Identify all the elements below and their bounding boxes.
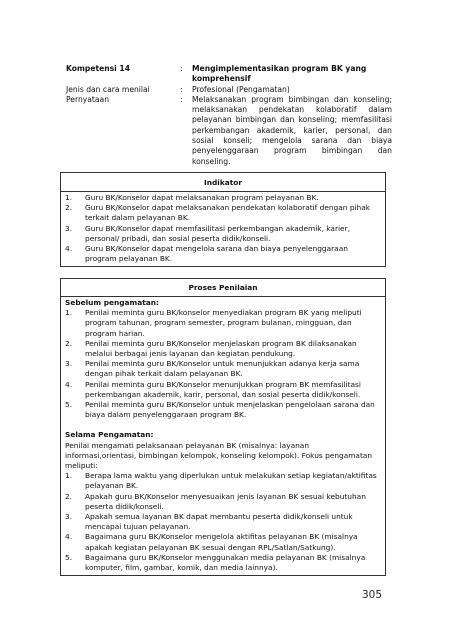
- item-number: 4.: [65, 532, 73, 542]
- item-text: Guru BK/Konselor dapat melaksanakan pendekatan kolaboratif dengan pihak terkait dalam pelayanan BK.: [85, 203, 371, 223]
- list-item: [65, 553, 381, 573]
- meta-label: Pernyataan: [66, 94, 110, 104]
- meta-row-kompetensi: [66, 64, 392, 85]
- list-item: [65, 400, 381, 420]
- item-number: 5.: [65, 400, 73, 410]
- list-item: [65, 471, 381, 491]
- meta-value: Mengimplementasikan program BK yang komprehensif: [192, 64, 367, 84]
- list-item: [65, 339, 381, 359]
- list-item: [65, 244, 381, 264]
- page-number: 305: [362, 589, 383, 601]
- meta-label: Kompetensi 14: [66, 64, 130, 73]
- list-item: [65, 224, 381, 244]
- item-text: Penilai meminta guru BK/Konselor untuk menjelaskan pengelolaan sarana dan biaya dalam penyelenggaraan program BK.: [85, 400, 375, 420]
- indikator-list: [65, 193, 381, 264]
- item-text: Guru BK/Konselor dapat mengelola sarana dan biaya penyelenggaraan program pelayanan BK.: [85, 244, 348, 264]
- list-item: [65, 532, 381, 552]
- item-number: 4.: [65, 244, 73, 254]
- list-item: [65, 359, 381, 379]
- sebelum-title: Sebelum pengamatan:: [65, 298, 159, 307]
- competency-meta: [66, 64, 392, 167]
- selama-title: Selama Pengamatan:: [65, 430, 154, 440]
- item-text: Berapa lama waktu yang diperlukan untuk melakukan setiap kegiatan/aktifitas pelayanan BK.: [85, 471, 377, 491]
- list-item: [65, 308, 381, 339]
- sebelum-list: [65, 308, 381, 420]
- item-text: Bagaimana guru BK/Konselor menggunakan media pelayanan BK (misalnya komputer, film, gambar, komik, dan media lainnya).: [85, 552, 366, 573]
- meta-label: Jenis dan cara menilai: [66, 84, 150, 94]
- item-text: Guru BK/Konselor dapat melaksanakan program pelayanan BK.: [85, 193, 319, 202]
- list-item: [65, 203, 381, 223]
- selama-list: [65, 471, 381, 573]
- list-item: [65, 193, 381, 203]
- meta-colon: :: [180, 94, 183, 104]
- meta-value: Melaksanakan program bimbingan dan konseling; melaksanakan pendekatan kolaboratif dalam pelayanan bimbingan dan konseling; memfasilitasi perkembangan akademik, karier, personal, dan sosial konseli; mengelola sarana dan biaya penyelenggaraan program bimbingan dan konseling.: [192, 94, 392, 166]
- list-item: [65, 492, 381, 512]
- selama-intro: Penilai mengamati pelaksanaan pelayanan BK (misalnya: layanan informasi,orientasi, bimbingan kelompok, konseling kelompok). Fokus pengamatan meliputi:: [65, 440, 373, 471]
- meta-row-jenis: [66, 85, 392, 95]
- meta-colon: :: [180, 64, 183, 73]
- item-number: 1.: [65, 471, 73, 481]
- item-number: 5.: [65, 552, 73, 562]
- item-number: 1.: [65, 308, 73, 318]
- item-text: Penilai meminta guru BK/Konselor untuk menunjukkan adanya kerja sama dengan pihak terkait dalam pelayanan BK.: [85, 359, 360, 379]
- item-text: Penilai meminta guru BK/konselor menyediakan program BK yang meliputi program tahunan, program semester, program bulanan, mingguan, dan program harian.: [85, 308, 362, 338]
- meta-colon: :: [180, 84, 183, 94]
- item-number: 2.: [65, 203, 73, 213]
- proses-title: Proses Penilaian: [61, 279, 385, 297]
- list-item: [65, 380, 381, 400]
- meta-value: Profesional (Pengamatan): [192, 84, 290, 94]
- item-number: 1.: [65, 193, 73, 202]
- item-number: 2.: [65, 338, 73, 348]
- item-text: Penilai meminta guru BK/Konselor menunjukkan program BK memfasilitasi perkembangan akademik, karir, personal, dan sosial peserta didik/konseli.: [85, 379, 361, 399]
- item-number: 2.: [65, 491, 73, 501]
- indikator-title: Indikator: [61, 173, 385, 192]
- item-number: 3.: [65, 223, 73, 233]
- item-text: Apakah semua layanan BK dapat membantu peserta didik/konseli untuk mencapai tujuan pelayanan.: [85, 512, 353, 532]
- item-text: Apakah guru BK/Konselor menyesuaikan jenis layanan BK sesuai kebutuhan peserta didik/konseli.: [85, 491, 366, 511]
- item-number: 3.: [65, 512, 73, 522]
- proses-penilaian-box: [60, 278, 386, 576]
- item-text: Guru BK/Konselor dapat memfasilitasi perkembangan akademik, karier, personal/ pribadi, dan sosial peserta didik/konseli.: [85, 223, 350, 243]
- list-item: [65, 512, 381, 532]
- indikator-box: [60, 172, 386, 267]
- item-number: 3.: [65, 359, 73, 369]
- item-number: 4.: [65, 379, 73, 389]
- item-text: Penilai meminta guru BK/Konselor menjelaskan program BK dilaksanakan melalui berbagai jenis layanan dan kegiatan pendukung.: [85, 338, 357, 359]
- item-text: Bagaimana guru BK/Konselor mengelola aktifitas pelayanan BK (misalnya apakah kegiatan pelayanan BK sesuai dengan RPL/Satlan/Satkung).: [85, 532, 358, 552]
- meta-row-pernyataan: [66, 95, 392, 167]
